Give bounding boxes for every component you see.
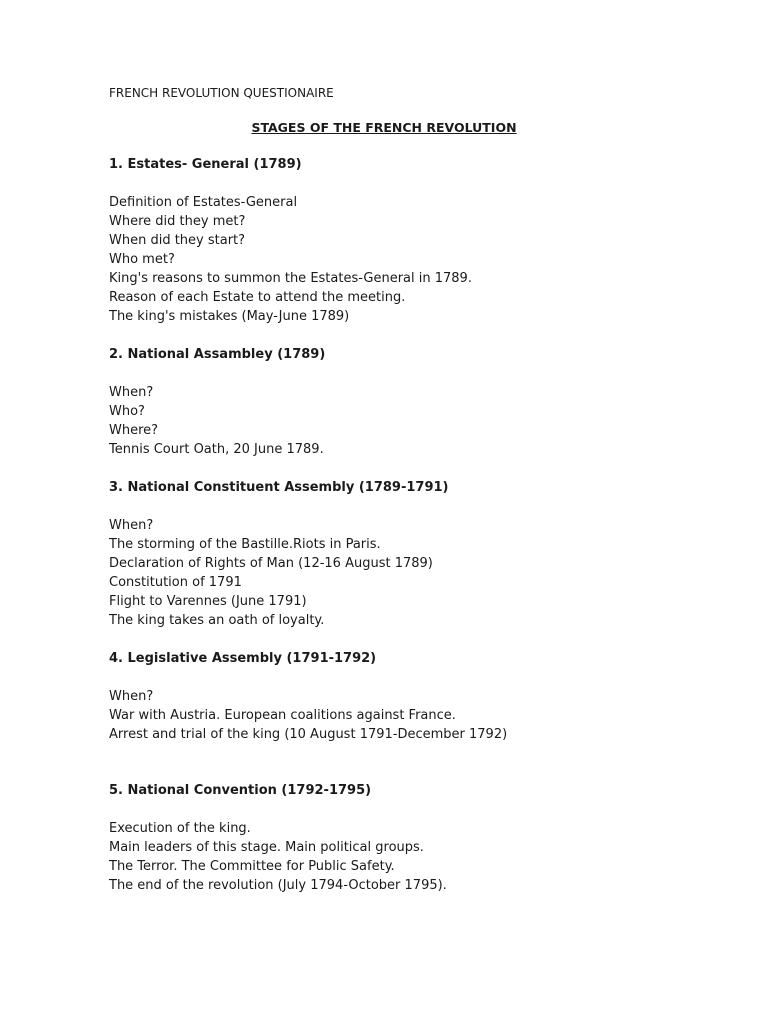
list-item: Declaration of Rights of Man (12-16 August 1789) <box>109 556 433 571</box>
document-title: FRENCH REVOLUTION QUESTIONAIRE <box>109 86 334 100</box>
section-national-convention <box>109 781 709 895</box>
section-national-constituent-assembly <box>109 478 709 630</box>
list-item: The king takes an oath of loyalty. <box>109 613 325 628</box>
section-heading: 4. Legislative Assembly (1791-1792) <box>109 651 377 666</box>
list-item: Where? <box>109 423 159 438</box>
list-item: The end of the revolution (July 1794-October 1795). <box>109 878 447 893</box>
list-item: Reason of each Estate to attend the meeting. <box>109 290 406 305</box>
section-item-list <box>109 516 709 630</box>
list-item: Flight to Varennes (June 1791) <box>109 594 307 609</box>
section-estates-general <box>109 155 709 326</box>
list-item: Constitution of 1791 <box>109 575 242 590</box>
section-heading: 3. National Constituent Assembly (1789-1791) <box>109 480 449 495</box>
list-item: War with Austria. European coalitions against France. <box>109 708 456 723</box>
section-legislative-assembly <box>109 649 709 744</box>
list-item: When? <box>109 689 154 704</box>
list-item: When? <box>109 518 154 533</box>
list-item: Execution of the king. <box>109 821 251 836</box>
document-subtitle <box>0 120 768 135</box>
list-item: The king's mistakes (May-June 1789) <box>109 309 350 324</box>
list-item: Main leaders of this stage. Main political groups. <box>109 840 424 855</box>
section-national-assembly <box>109 345 709 459</box>
list-item: When? <box>109 385 154 400</box>
list-item: The Terror. The Committee for Public Safety. <box>109 859 395 874</box>
document-subtitle-text: STAGES OF THE FRENCH REVOLUTION <box>251 120 517 135</box>
section-heading: 1. Estates- General (1789) <box>109 157 302 172</box>
list-item: When did they start? <box>109 233 246 248</box>
list-item: The storming of the Bastille.Riots in Paris. <box>109 537 381 552</box>
list-item: Definition of Estates-General <box>109 195 298 210</box>
list-item: Who met? <box>109 252 175 267</box>
list-item: Tennis Court Oath, 20 June 1789. <box>109 442 324 457</box>
section-item-list <box>109 687 709 744</box>
section-item-list <box>109 193 709 326</box>
section-heading: 2. National Assambley (1789) <box>109 347 326 362</box>
section-item-list <box>109 819 709 895</box>
list-item: Where did they met? <box>109 214 246 229</box>
list-item: Arrest and trial of the king (10 August 1791-December 1792) <box>109 727 508 742</box>
section-item-list <box>109 383 709 459</box>
list-item: King's reasons to summon the Estates-General in 1789. <box>109 271 472 286</box>
list-item: Who? <box>109 404 145 419</box>
section-heading: 5. National Convention (1792-1795) <box>109 783 372 798</box>
